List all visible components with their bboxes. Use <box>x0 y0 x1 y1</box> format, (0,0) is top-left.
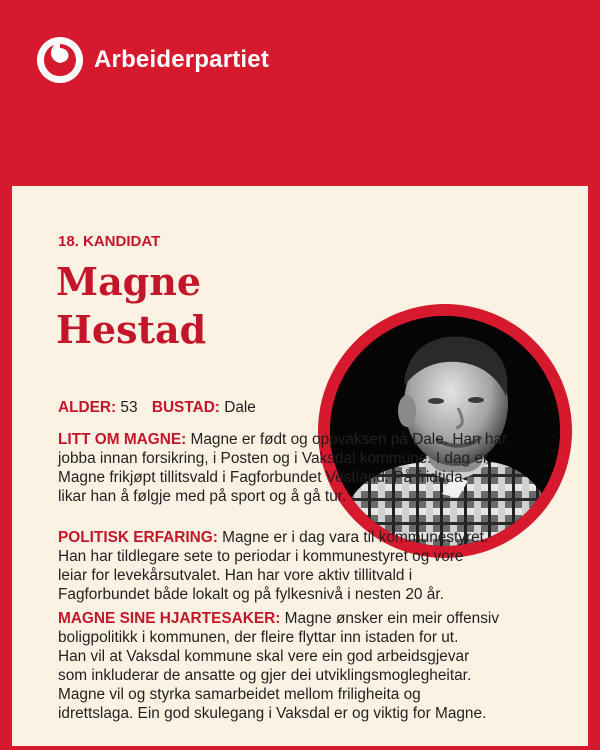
about-line-3: Magne frikjøpt tillitsvald i Fagforbundet Vestland. På fridtida <box>58 469 463 486</box>
party-logo <box>36 36 269 84</box>
about-line-1: LITT OM MAGNE: Magne er født og oppvaksen på Dale. Han har <box>58 431 508 448</box>
party-name: Arbeiderpartiet <box>94 46 270 73</box>
political-section <box>58 528 578 604</box>
age-label: ALDER: <box>58 399 117 416</box>
political-line-3: leiar for levekårsutvalet. Han har vore aktiv tillitvald i <box>58 567 413 584</box>
heart-line-1: MAGNE SINE HJARTESAKER: Magne ønsker ein meir offensiv <box>58 610 500 627</box>
candidate-name <box>56 258 206 354</box>
about-line-4: likar han å følgje med på sport og å gå tur. <box>58 488 347 505</box>
heart-label: MAGNE SINE HJARTESAKER: <box>58 610 281 627</box>
political-line-1: POLITISK ERFARING: Magne er i dag vara til kommunestyret. <box>58 529 489 546</box>
candidate-number: 18. KANDIDAT <box>58 233 161 250</box>
heart-section <box>58 609 578 723</box>
about-line-2: jobba innan forsikring, i Posten og i Vaksdal kommune. I dag er <box>58 450 489 467</box>
last-name: Hestad <box>56 307 207 352</box>
candidate-facts <box>58 398 578 417</box>
heart-line-4: som inkluderar de ansatte og gjer dei utviklingsmoglegheitar. <box>58 667 472 684</box>
heart-line-2: boligpolitikk i kommunen, der fleire flyttar inn istaden for ut. <box>58 629 459 646</box>
heart-line-5: Magne vil og styrka samarbeidet mellom friligheita og <box>58 686 421 703</box>
residence-value: Dale <box>224 399 256 416</box>
first-name: Magne <box>56 259 202 304</box>
political-label: POLITISK ERFARING: <box>58 529 218 546</box>
age-value: 53 <box>120 399 138 416</box>
political-line-2: Han har tildlegare sete to periodar i kommunestyret og vore <box>58 548 464 565</box>
rose-icon <box>36 36 84 84</box>
political-line-4: Fagforbundet både lokalt og på fylkesnivå i nesten 20 år. <box>58 586 444 603</box>
about-section <box>58 430 578 506</box>
heart-line-3: Han vil at Vaksdal kommune skal vere ein god arbeidsgjevar <box>58 648 470 665</box>
heart-line-6: idrettslaga. Ein god skulegang i Vaksdal er og viktig for Magne. <box>58 705 487 722</box>
residence-label: BUSTAD: <box>151 399 220 416</box>
candidate-card <box>12 186 588 746</box>
about-label: LITT OM MAGNE: <box>58 431 187 448</box>
